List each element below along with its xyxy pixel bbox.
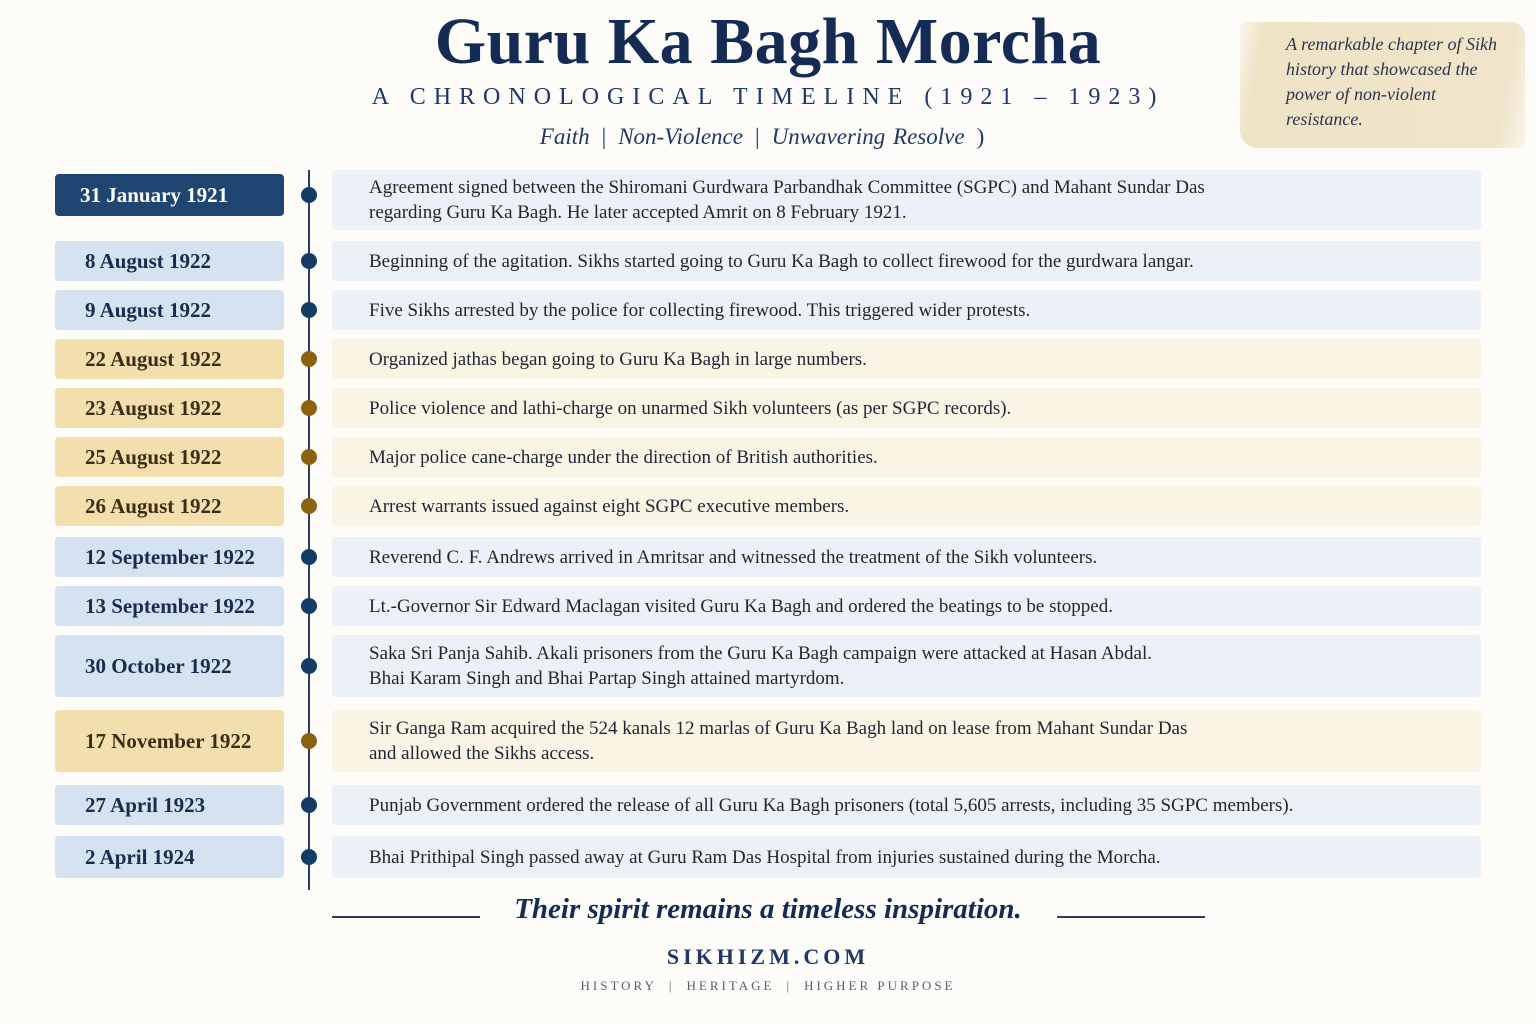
timeline-dot: [301, 797, 317, 813]
event-description: [332, 290, 1481, 330]
event-description-line: Agreement signed between the Shiromani Gurdwara Parbandhak Committee (SGPC) and Mahant Sundar Das: [369, 177, 1205, 198]
event-date: 17 November 1922: [55, 710, 284, 772]
event-description-line: Beginning of the agitation. Sikhs started going to Guru Ka Bagh to collect firewood for the gurdwara langar.: [369, 250, 1194, 272]
event-date: 26 August 1922: [55, 486, 284, 526]
timeline-dot: [301, 549, 317, 565]
event-description-line: Five Sikhs arrested by the police for collecting firewood. This triggered wider protests.: [369, 299, 1031, 321]
event-date: 25 August 1922: [55, 437, 284, 477]
brand-tagline-heritage: HERITAGE: [686, 978, 775, 993]
event-description: [332, 437, 1481, 477]
event-date: 23 August 1922: [55, 388, 284, 428]
event-description-line: and allowed the Sikhs access.: [369, 743, 595, 764]
event-description: [332, 486, 1481, 526]
event-description: [332, 785, 1481, 825]
event-date: 31 January 1921: [55, 174, 284, 216]
footer-rule-right: [1057, 916, 1205, 918]
timeline-dot: [301, 351, 317, 367]
side-note: A remarkable chapter of Sikh history that showcased the power of non-violent resistance.: [1240, 22, 1525, 148]
event-description-line: Saka Sri Panja Sahib. Akali prisoners from the Guru Ka Bagh campaign were attacked at Hasan Abdal.: [369, 643, 1153, 664]
event-description: [332, 635, 1481, 697]
event-date: 27 April 1923: [55, 785, 284, 825]
brand-name: SIKHIZM.COM: [666, 944, 870, 969]
tagline-end-mark: ): [976, 124, 985, 149]
event-description-line: Bhai Prithipal Singh passed away at Guru Ram Das Hospital from injuries sustained during the Morcha.: [369, 846, 1161, 868]
timeline-dot: [301, 849, 317, 865]
tagline-separator: |: [601, 124, 607, 149]
page-title: Guru Ka Bagh Morcha: [434, 5, 1102, 78]
event-description-line: Bhai Karam Singh and Bhai Partap Singh attained martyrdom.: [369, 668, 845, 689]
event-description-line: Police violence and lathi-charge on unarmed Sikh volunteers (as per SGPC records).: [369, 397, 1012, 419]
page-subtitle: A CHRONOLOGICAL TIMELINE (1921 – 1923): [371, 84, 1165, 110]
timeline-dot: [301, 498, 317, 514]
timeline-dot: [301, 302, 317, 318]
timeline-dot: [301, 187, 317, 203]
event-description-line: Lt.-Governor Sir Edward Maclagan visited Guru Ka Bagh and ordered the beatings to be stopped.: [369, 595, 1113, 617]
timeline-axis: [308, 170, 310, 890]
tagline-faith: Faith: [539, 124, 590, 149]
event-description-line: regarding Guru Ka Bagh. He later accepted Amrit on 8 February 1921.: [369, 202, 907, 223]
event-description: [332, 339, 1481, 379]
brand-tagline-separator: |: [668, 978, 675, 993]
footer-quote: Their spirit remains a timeless inspiration.: [514, 893, 1022, 925]
event-description: [332, 170, 1481, 230]
event-description-line: Punjab Government ordered the release of all Guru Ka Bagh prisoners (total 5,605 arrests, including 35 SGPC members).: [369, 794, 1294, 816]
timeline-dot: [301, 598, 317, 614]
brand-tagline-separator: |: [786, 978, 793, 993]
event-description: [332, 836, 1481, 878]
event-date: 9 August 1922: [55, 290, 284, 330]
event-description-line: Organized jathas began going to Guru Ka Bagh in large numbers.: [369, 348, 867, 370]
event-description-line: Reverend C. F. Andrews arrived in Amritsar and witnessed the treatment of the Sikh volunteers.: [369, 546, 1098, 568]
event-date: 22 August 1922: [55, 339, 284, 379]
event-date: 12 September 1922: [55, 537, 284, 577]
brand-tagline-purpose: HIGHER PURPOSE: [804, 978, 956, 993]
timeline-dot: [301, 658, 317, 674]
event-description-line: Sir Ganga Ram acquired the 524 kanals 12 marlas of Guru Ka Bagh land on lease from Mahant Sundar Das: [369, 718, 1188, 739]
event-description: [332, 241, 1481, 281]
brand-tagline: [0, 978, 1536, 994]
event-description: [332, 586, 1481, 626]
event-date: 8 August 1922: [55, 241, 284, 281]
event-date: 2 April 1924: [55, 836, 284, 878]
event-description: [332, 388, 1481, 428]
event-date: 30 October 1922: [55, 635, 284, 697]
brand-tagline-history: HISTORY: [580, 978, 657, 993]
timeline-dot: [301, 449, 317, 465]
header: [0, 0, 1536, 160]
event-description: [332, 710, 1481, 772]
timeline-dot: [301, 253, 317, 269]
event-date: 13 September 1922: [55, 586, 284, 626]
event-description-line: Major police cane-charge under the direction of British authorities.: [369, 446, 878, 468]
tagline-non-violence: Non-Violence: [618, 124, 743, 149]
tagline-resolve: Unwavering Resolve: [771, 124, 965, 149]
event-description: [332, 537, 1481, 577]
event-description-line: Arrest warrants issued against eight SGPC executive members.: [369, 495, 850, 517]
timeline-dot: [301, 400, 317, 416]
timeline-dot: [301, 733, 317, 749]
tagline-separator: |: [754, 124, 760, 149]
